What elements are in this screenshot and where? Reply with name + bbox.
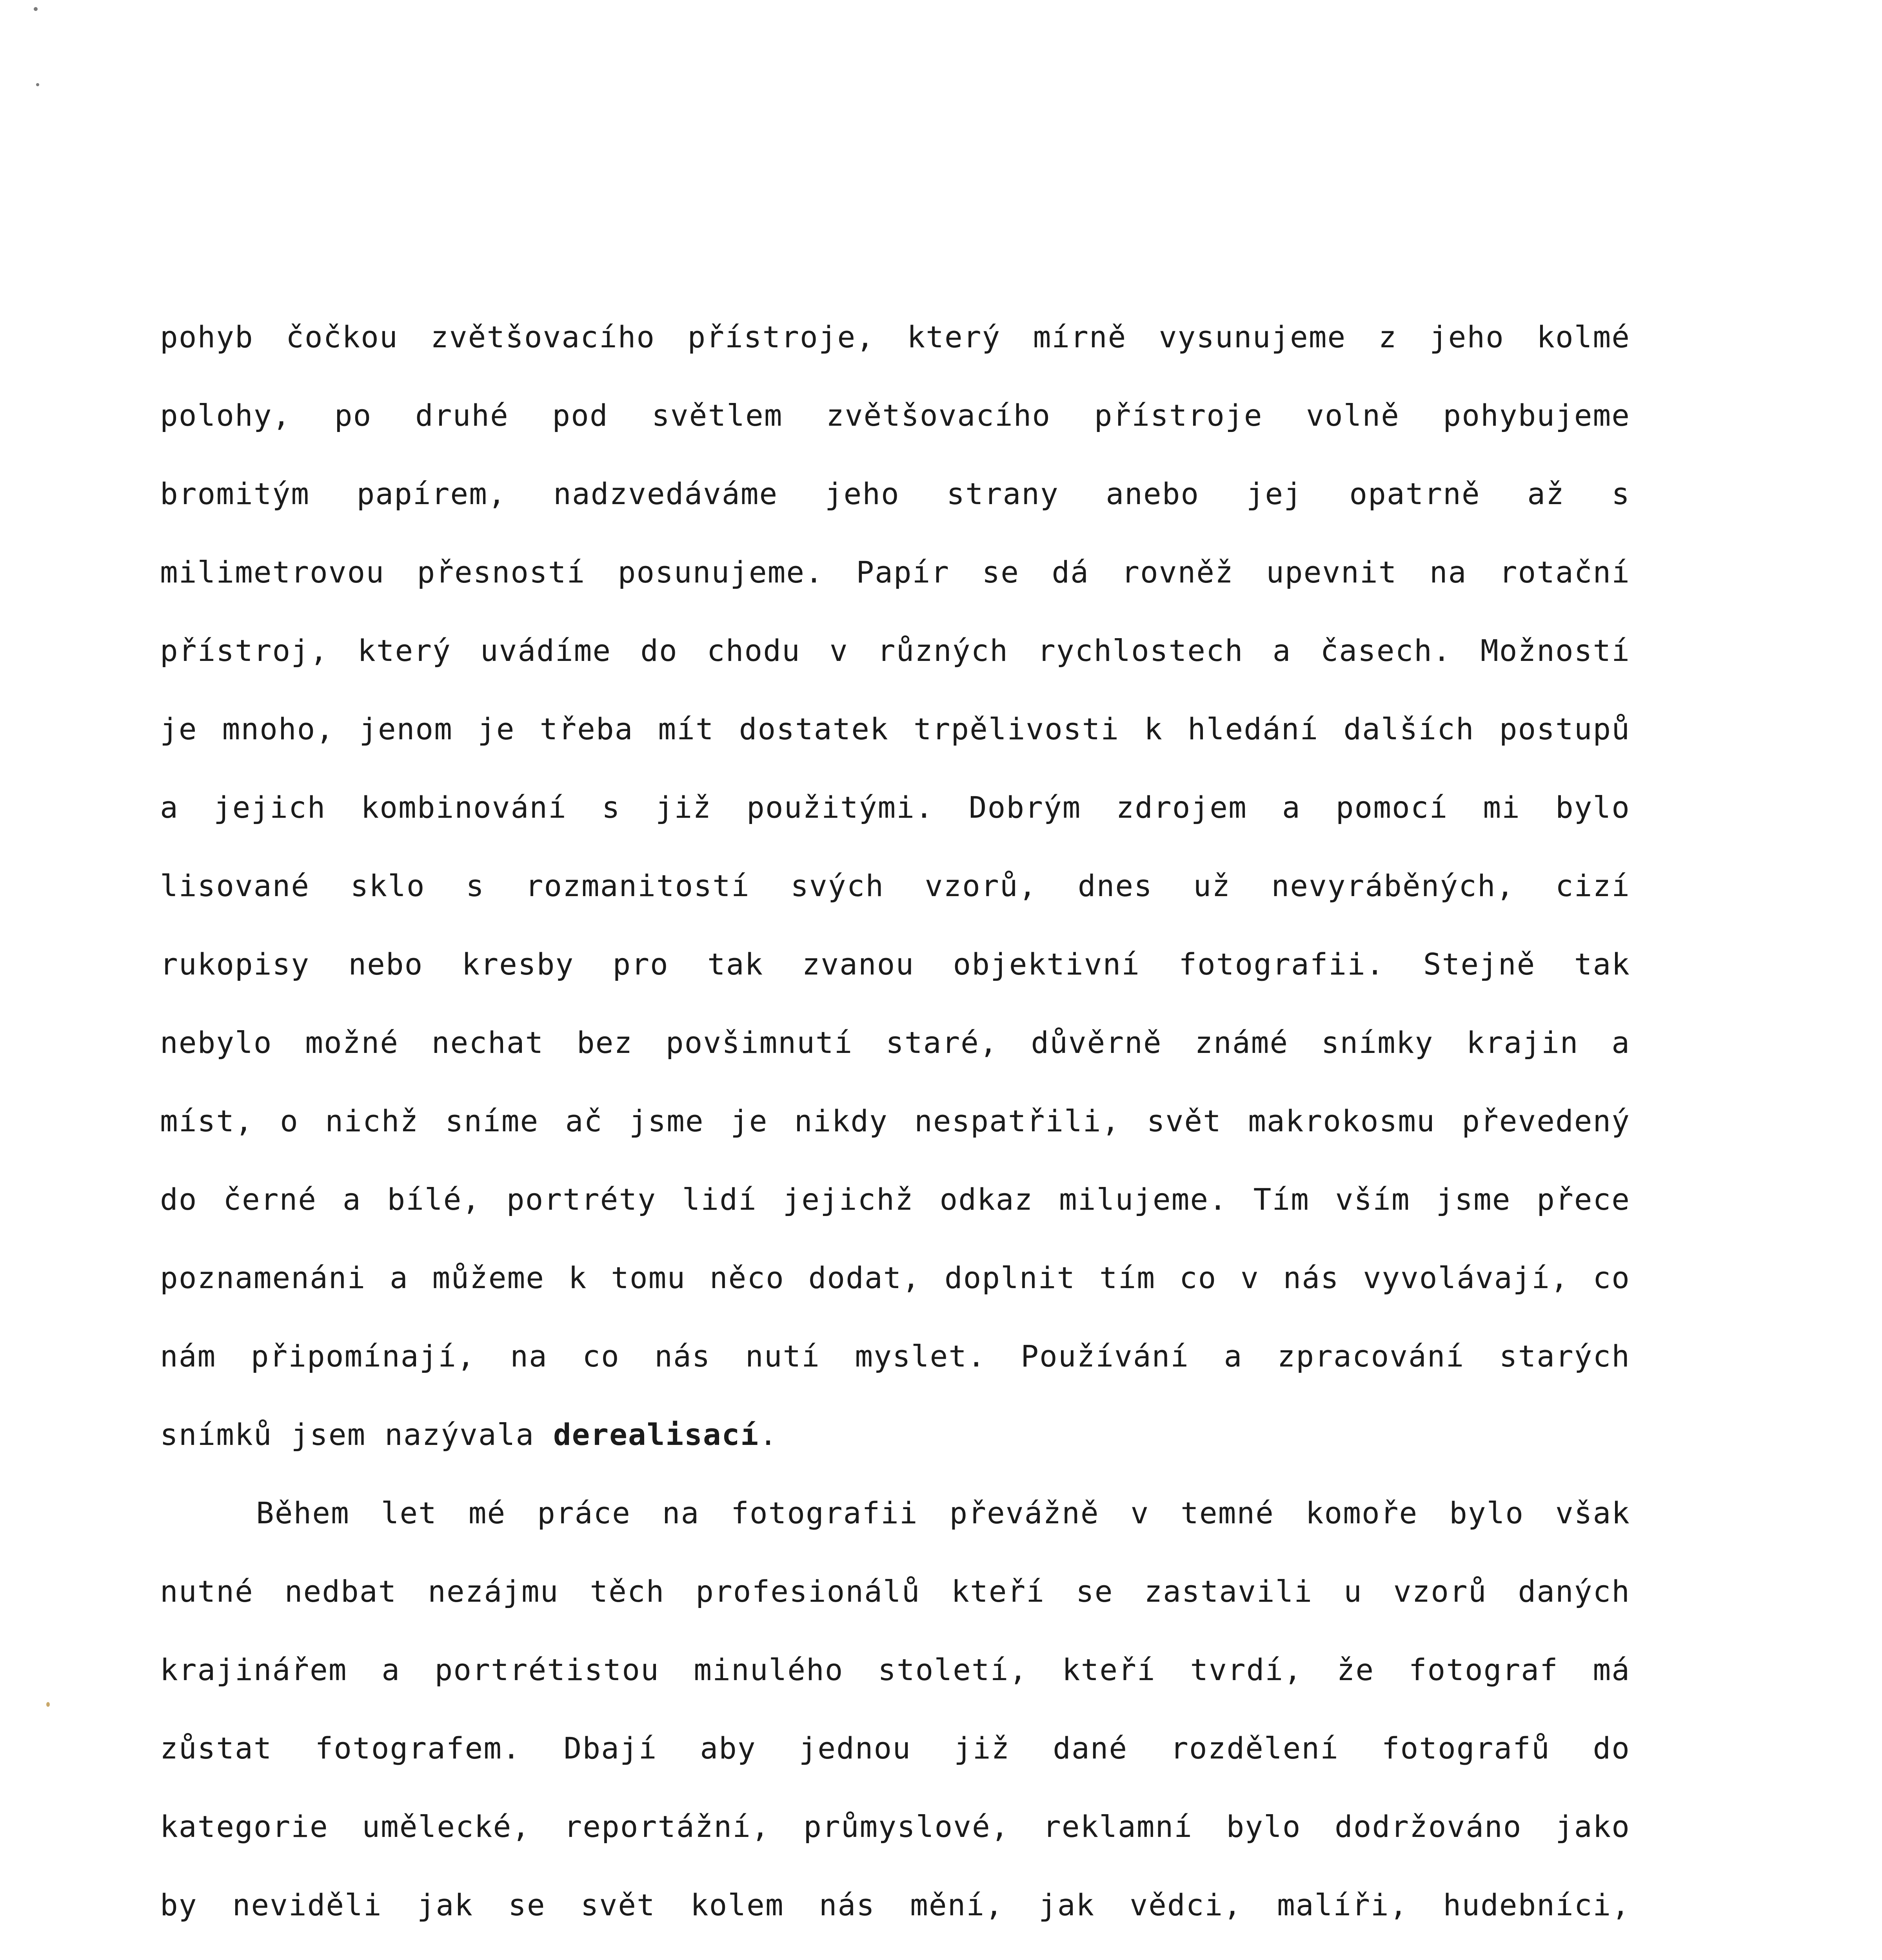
text-line: bromitým papírem, nadzvedáváme jeho strany anebo jej opatrně až s: [160, 476, 1630, 511]
text-line: by neviděli jak se svět kolem nás mění, jak vědci, malíři, hudebníci,: [160, 1887, 1630, 1922]
bold-term: derealisací: [553, 1417, 759, 1452]
text-line: do černé a bílé, portréty lidí jejichž odkaz milujeme. Tím vším jsme přece: [160, 1182, 1630, 1217]
text-line: zůstat fotografem. Dbají aby jednou již dané rozdělení fotografů do: [160, 1731, 1630, 1766]
text-line: a jejich kombinování s již použitými. Dobrým zdrojem a pomocí mi bylo: [160, 790, 1630, 825]
text-line: nutné nedbat nezájmu těch profesionálů kteří se zastavili u vzorů daných: [160, 1574, 1630, 1609]
text-line: milimetrovou přesností posunujeme. Papír se dá rovněž upevnit na rotační: [160, 555, 1630, 590]
text-line: přístroj, který uvádíme do chodu v různých rychlostech a časech. Možností: [160, 633, 1630, 668]
text-line: kategorie umělecké, reportážní, průmyslové, reklamní bylo dodržováno jako: [160, 1809, 1630, 1844]
text-line: nebylo možné nechat bez povšimnutí staré, důvěrně známé snímky krajin a: [160, 1025, 1630, 1060]
text-line: míst, o nichž sníme ač jsme je nikdy nespatřili, svět makrokosmu převedený: [160, 1103, 1630, 1138]
text-line: Během let mé práce na fotografii převážně v temné komoře bylo však: [256, 1495, 1630, 1530]
text-line: poznamenáni a můžeme k tomu něco dodat, doplnit tím co v nás vyvolávají, co: [160, 1260, 1630, 1295]
text-line: krajinářem a portrétistou minulého století, kteří tvrdí, že fotograf má: [160, 1652, 1630, 1687]
text-segment: snímků jsem nazývala: [160, 1417, 553, 1452]
text-line: rukopisy nebo kresby pro tak zvanou objektivní fotografii. Stejně tak: [160, 947, 1630, 982]
scan-speck: [34, 7, 38, 11]
body-text: [160, 298, 1630, 1960]
text-line: je mnoho, jenom je třeba mít dostatek trpělivosti k hledání dalších postupů: [160, 711, 1630, 746]
text-line-last: [160, 1396, 1630, 1474]
text-line: nám připomínají, na co nás nutí myslet. Používání a zpracování starých: [160, 1339, 1630, 1374]
text-segment: .: [759, 1417, 778, 1452]
paragraph-2: [160, 1474, 1630, 1960]
text-line: polohy, po druhé pod světlem zvětšovacího přístroje volně pohybujeme: [160, 398, 1630, 433]
scan-speck: [46, 1702, 50, 1707]
paragraph-1: [160, 298, 1630, 1474]
scan-speck: [36, 83, 39, 86]
text-line: lisované sklo s rozmanitostí svých vzorů, dnes už nevyráběných, cizí: [160, 868, 1630, 903]
text-line: pohyb čočkou zvětšovacího přístroje, který mírně vysunujeme z jeho kolmé: [160, 319, 1630, 354]
text-line: [160, 1944, 1630, 1960]
